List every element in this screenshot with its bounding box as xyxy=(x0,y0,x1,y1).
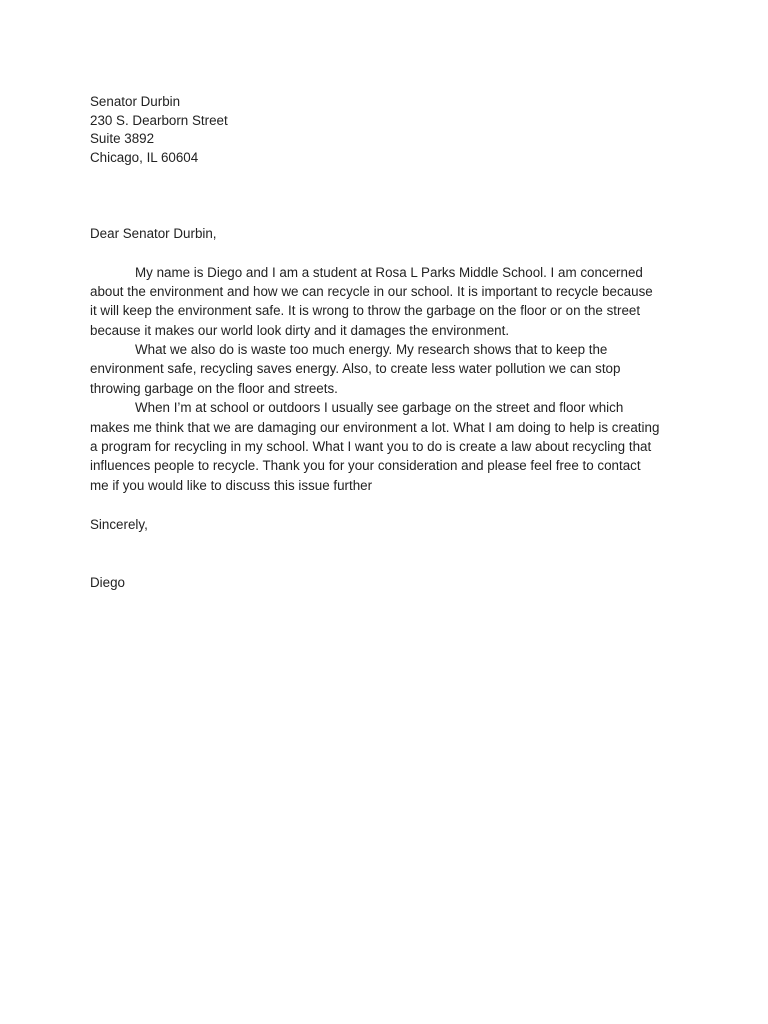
paragraph-1-line: because it makes our world look dirty and it damages the environment. xyxy=(90,323,510,338)
salutation: Dear Senator Durbin, xyxy=(90,226,217,241)
paragraph-3-line: makes me think that we are damaging our environment a lot. What I am doing to help is creating xyxy=(90,420,660,435)
paragraph-1-line: My name is Diego and I am a student at Rosa L Parks Middle School. I am concerned xyxy=(135,265,643,280)
recipient-name: Senator Durbin xyxy=(90,94,181,109)
paragraph-2-line: environment safe, recycling saves energy. Also, to create less water pollution we can stop xyxy=(90,361,621,376)
paragraph-1-line: it will keep the environment safe. It is wrong to throw the garbage on the floor or on the street xyxy=(90,303,641,318)
signature: Diego xyxy=(90,575,125,590)
paragraph-3-line: a program for recycling in my school. What I want you to do is create a law about recycling that xyxy=(90,439,652,454)
paragraph-3-line: me if you would like to discuss this issue further xyxy=(90,478,373,493)
paragraph-2-line: What we also do is waste too much energy. My research shows that to keep the xyxy=(135,342,608,357)
paragraph-2-line: throwing garbage on the floor and streets. xyxy=(90,381,338,396)
recipient-suite: Suite 3892 xyxy=(90,131,155,146)
recipient-street: 230 S. Dearborn Street xyxy=(90,113,228,128)
paragraph-3-line: When I’m at school or outdoors I usually see garbage on the street and floor which xyxy=(135,400,624,415)
closing: Sincerely, xyxy=(90,517,148,532)
paragraph-1-line: about the environment and how we can recycle in our school. It is important to recycle because xyxy=(90,284,653,299)
recipient-city: Chicago, IL 60604 xyxy=(90,150,199,165)
paragraph-3-line: influences people to recycle. Thank you for your consideration and please feel free to contact xyxy=(90,458,641,473)
